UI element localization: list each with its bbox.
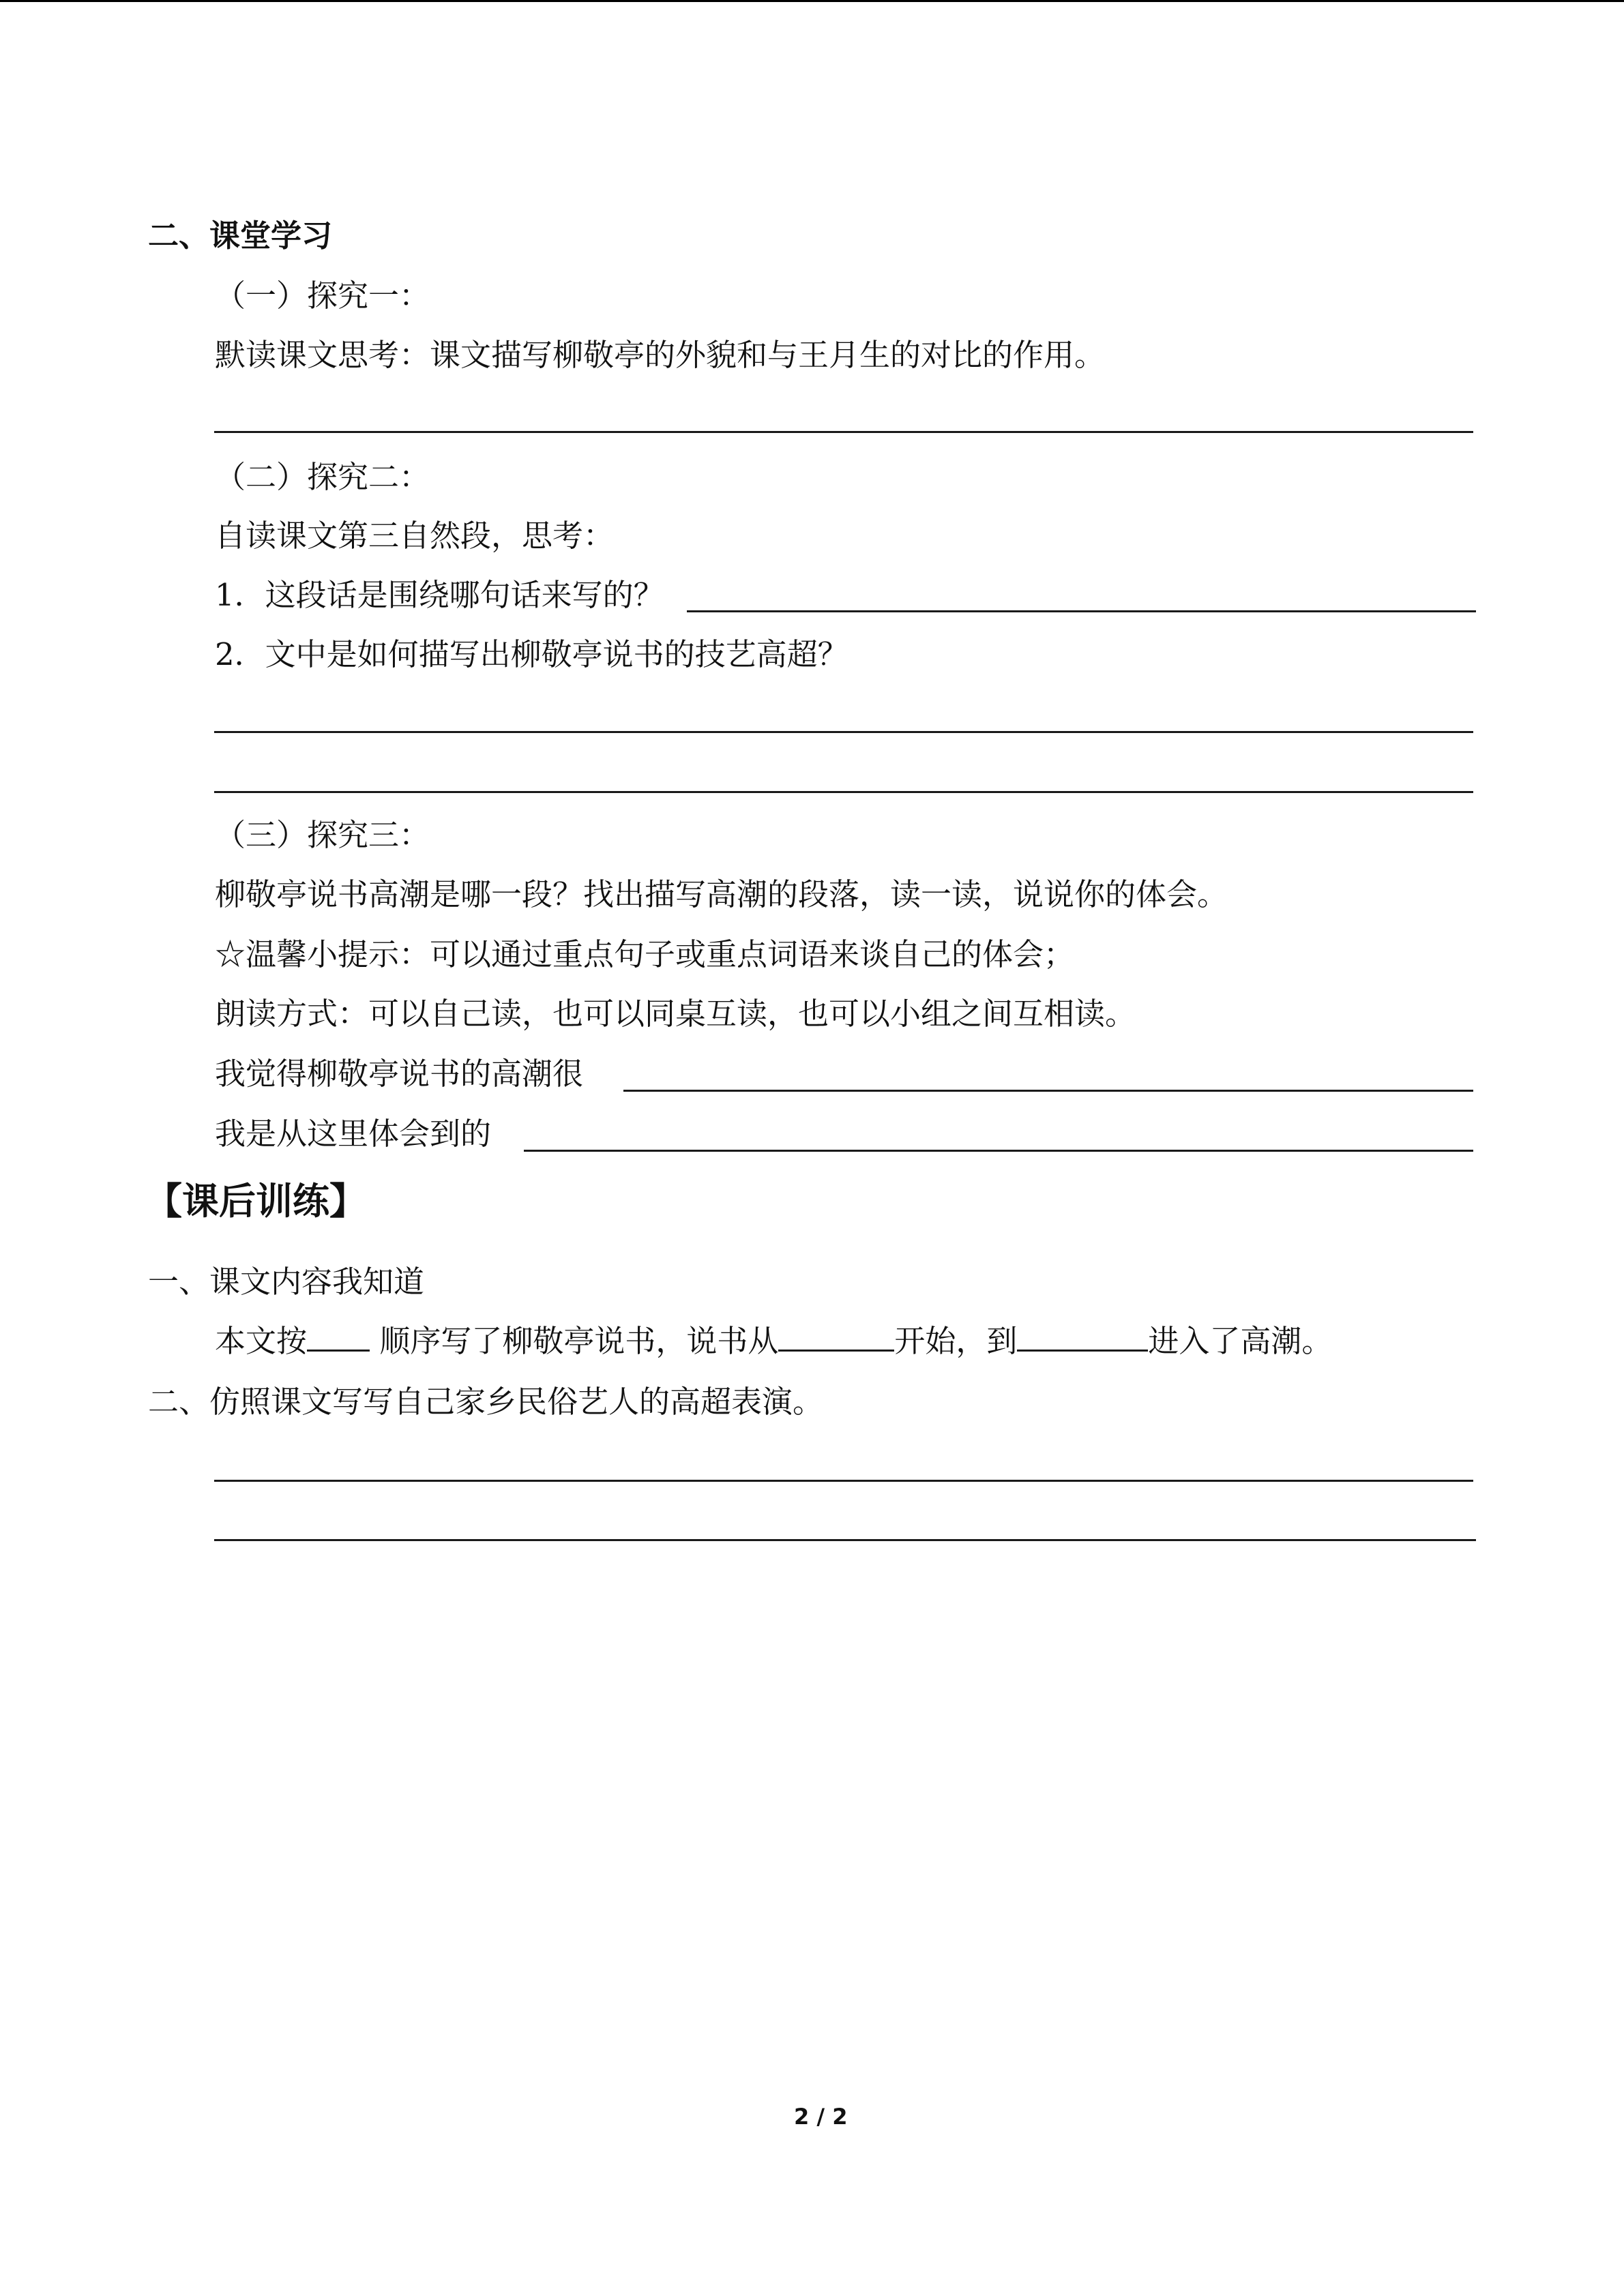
- inquiry3-reading-method: 朗读方式：可以自己读，也可以同桌互读，也可以小组之间互相读。: [215, 996, 1136, 1032]
- inquiry3-label: （三）探究三：: [215, 817, 430, 853]
- part2-answer-line-2[interactable]: [214, 1539, 1476, 1541]
- blank-start[interactable]: [778, 1322, 894, 1352]
- inquiry2-q2-answer-line-2[interactable]: [214, 791, 1473, 793]
- after-class-title: 【课后训练】: [145, 1179, 366, 1223]
- inquiry2-q1-answer-line[interactable]: [687, 610, 1476, 612]
- section-title-classroom-study: 二、课堂学习: [148, 218, 333, 254]
- inquiry3-fill-climax: 我觉得柳敬亭说书的高潮很: [215, 1056, 584, 1092]
- part2-answer-line-1[interactable]: [214, 1480, 1473, 1482]
- inquiry3-tip: ☆温馨小提示：可以通过重点句子或重点词语来谈自己的体会；: [215, 936, 1075, 972]
- page-top-border: [0, 0, 1624, 2]
- inquiry2-intro: 自读课文第三自然段，思考：: [215, 518, 615, 554]
- inquiry3-fill-source-line[interactable]: [524, 1150, 1473, 1152]
- inquiry3-fill-source: 我是从这里体会到的: [215, 1116, 492, 1152]
- after-class-part1-title: 一、课文内容我知道: [148, 1264, 425, 1300]
- inquiry2-q2-answer-line-1[interactable]: [214, 731, 1473, 733]
- fill-sentence-seg3: 开始，到: [894, 1323, 1018, 1359]
- blank-order[interactable]: [307, 1322, 370, 1352]
- fill-sentence-seg1: 本文按: [215, 1323, 308, 1359]
- inquiry3-fill-climax-line[interactable]: [623, 1090, 1473, 1092]
- after-class-part2-title: 二、仿照课文写写自己家乡民俗艺人的高超表演。: [148, 1384, 824, 1420]
- fill-sentence-seg2: 顺序写了柳敬亭说书，说书从: [370, 1323, 779, 1359]
- inquiry2-label: （二）探究二：: [215, 459, 430, 495]
- inquiry2-question-1: 1．这段话是围绕哪句话来写的？: [215, 577, 664, 613]
- inquiry1-prompt: 默读课文思考：课文描写柳敬亭的外貌和与王月生的对比的作用。: [215, 337, 1106, 373]
- blank-climax[interactable]: [1017, 1322, 1148, 1352]
- page-number: 2 / 2: [794, 2104, 848, 2130]
- fill-sentence-seg4: 进入了高潮。: [1148, 1323, 1333, 1359]
- after-class-part1-fill-sentence: [215, 1321, 1332, 1362]
- inquiry3-prompt: 柳敬亭说书高潮是哪一段？找出描写高潮的段落，读一读，说说你的体会。: [215, 876, 1228, 912]
- inquiry1-label: （一）探究一：: [215, 278, 430, 314]
- inquiry1-answer-line[interactable]: [214, 431, 1473, 433]
- inquiry2-question-2: 2．文中是如何描写出柳敬亭说书的技艺高超？: [215, 636, 848, 672]
